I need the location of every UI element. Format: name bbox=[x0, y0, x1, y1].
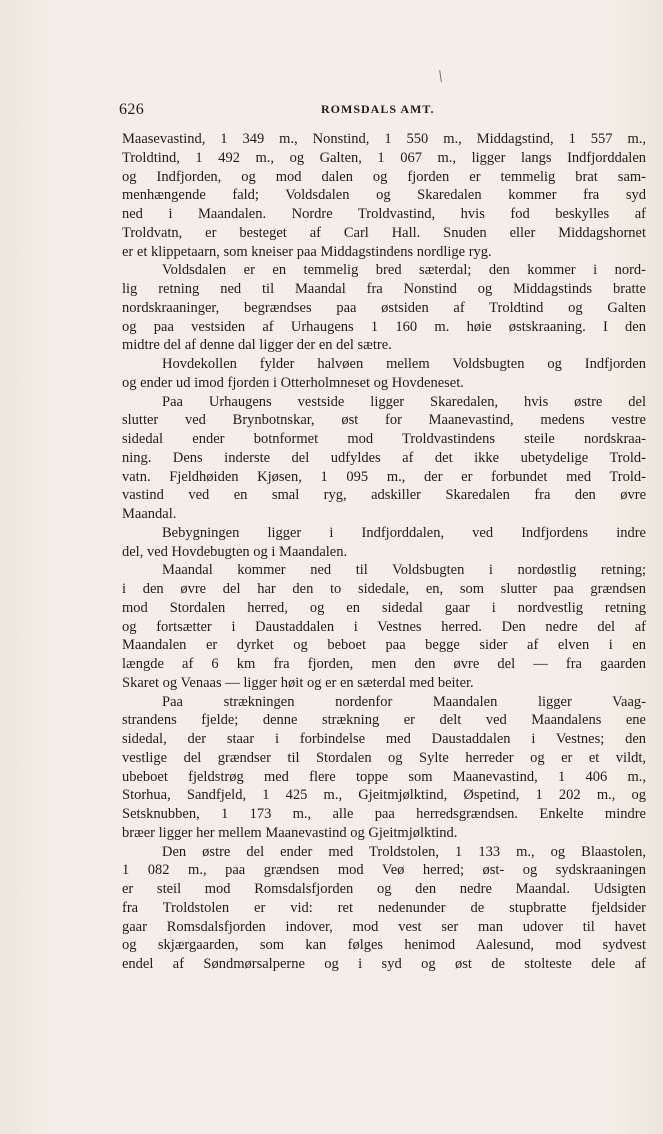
text-line: gaar Romsdalsfjorden indover, mod vest ser man udover til havet bbox=[122, 918, 646, 935]
text-line: endel af Søndmørsalperne og i syd og øst de stolteste dele af bbox=[122, 956, 646, 972]
text-line: Maandal. bbox=[122, 506, 177, 522]
text-line: vestlige del grændser til Stordalen og Sylte herreder og er et vildt, bbox=[122, 749, 646, 766]
text-line: Setsknubben, 1 173 m., alle paa herredsgrændsen. Enkelte mindre bbox=[122, 806, 646, 822]
text-line: vatn. Fjeldhøiden Kjøsen, 1 095 m., der er forbundet med Trold- bbox=[122, 468, 646, 485]
text-line: Maandal kommer ned til Voldsbugten i nordøstlig retning; bbox=[162, 562, 646, 579]
text-line: og ender ud imod fjorden i Otterholmneset og Hovdeneset. bbox=[122, 374, 464, 391]
text-line: menhængende fald; Voldsdalen og Skaredalen kommer fra syd bbox=[122, 187, 646, 204]
text-line: Troldvatn, er besteget af Carl Hall. Snuden eller Middagshornet bbox=[122, 224, 646, 241]
text-line: og skjærgaarden, som kan følges henimod Aalesund, mod sydvest bbox=[122, 937, 646, 954]
text-line: midtre del af denne dal ligger der en del sætre. bbox=[122, 337, 392, 354]
text-line: Maasevastind, 1 349 m., Nonstind, 1 550 m., Middagstind, 1 557 m., bbox=[122, 131, 646, 147]
text-line: og fortsætter i Daustaddalen i Vestnes herred. Den nedre del af bbox=[122, 618, 646, 635]
text-line: er steil mod Romsdalsfjorden og den nedre Maandal. Udsigten bbox=[122, 881, 646, 897]
text-line: ning. Dens inderste del udfyldes af det ikke ubetydelige Trold- bbox=[122, 449, 646, 466]
text-line: mod Stordalen herred, og en sidedal gaar i nordvestlig retning bbox=[122, 599, 646, 616]
text-line: Den østre del ender med Troldstolen, 1 133 m., og Blaastolen, bbox=[162, 843, 646, 860]
text-line: fra Troldstolen er vid: ret nedenunder de stupbratte fjeldsider bbox=[122, 899, 646, 916]
text-line: Maandalen er dyrket og beboet paa begge sider af elven i en bbox=[122, 637, 646, 654]
body-text bbox=[122, 130, 646, 974]
text-line: ned i Maandalen. Nordre Troldvastind, hvis fod beskylles af bbox=[122, 206, 646, 222]
text-line: og paa vestsiden af Urhaugens 1 160 m. høie østskraaning. I den bbox=[122, 318, 646, 335]
text-line: Paa Urhaugens vestside ligger Skaredalen, hvis østre del bbox=[162, 393, 646, 410]
text-line: og Indfjorden, og mod dalen og fjorden er temmelig brat sam- bbox=[122, 168, 646, 185]
text-line: Hovdekollen fylder halvøen mellem Voldsbugten og Indfjorden bbox=[162, 356, 646, 372]
text-line: 1 082 m., paa grændsen mod Veø herred; øst- og sydskraaningen bbox=[122, 862, 646, 879]
text-line: er et klippetaarn, som kneiser paa Middagstindens nordlige ryg. bbox=[122, 243, 492, 260]
text-line: lig retning ned til Maandal fra Nonstind og Middagstinds bratte bbox=[122, 281, 646, 297]
page-header bbox=[0, 101, 663, 125]
text-line: Voldsdalen er en temmelig bred sæterdal; den kommer i nord- bbox=[162, 262, 646, 279]
text-line: slutter ved Brynbotnskar, øst for Maanevastind, medens vestre bbox=[122, 412, 646, 429]
text-line: Paa strækningen nordenfor Maandalen ligger Vaag- bbox=[162, 693, 646, 710]
text-line: Storhua, Sandfjeld, 1 425 m., Gjeitmjølktind, Øspetind, 1 202 m., og bbox=[122, 787, 646, 804]
text-line: Bebygningen ligger i Indfjorddalen, ved Indfjordens indre bbox=[162, 524, 646, 541]
text-line: ubeboet fjeldstrøg med flere toppe som Maanevastind, 1 406 m., bbox=[122, 768, 646, 785]
running-head: ROMSDALS AMT. bbox=[321, 102, 435, 116]
margin-mark bbox=[439, 70, 442, 82]
text-line: længde af 6 km fra fjorden, men den øvre del — fra gaarden bbox=[122, 656, 646, 672]
page-number: 626 bbox=[119, 101, 145, 118]
text-line: bræer ligger her mellem Maanevastind og Gjeitmjølktind. bbox=[122, 824, 458, 841]
text-line: del, ved Hovdebugten og i Maandalen. bbox=[122, 543, 348, 560]
text-line: Skaret og Venaas — ligger høit og er en sæterdal med beiter. bbox=[122, 674, 474, 691]
text-line: nordskraaninger, begrændses paa østsiden af Troldtind og Galten bbox=[122, 299, 646, 316]
text-line: sidedal ender botnformet mod Troldvastindens steile nordskraa- bbox=[122, 431, 646, 447]
text-line: strandens fjelde; denne strækning er delt ved Maandalens ene bbox=[122, 712, 646, 729]
text-line: vastind ved en smal ryg, adskiller Skaredalen fra den øvre bbox=[122, 487, 646, 504]
text-line: i den øvre del har den to sidedale, en, som slutter paa grændsen bbox=[122, 581, 646, 597]
text-line: sidedal, der staar i forbindelse med Daustaddalen i Vestnes; den bbox=[122, 731, 646, 747]
text-line: Troldtind, 1 492 m., og Galten, 1 067 m., ligger langs Indfjorddalen bbox=[122, 149, 646, 166]
